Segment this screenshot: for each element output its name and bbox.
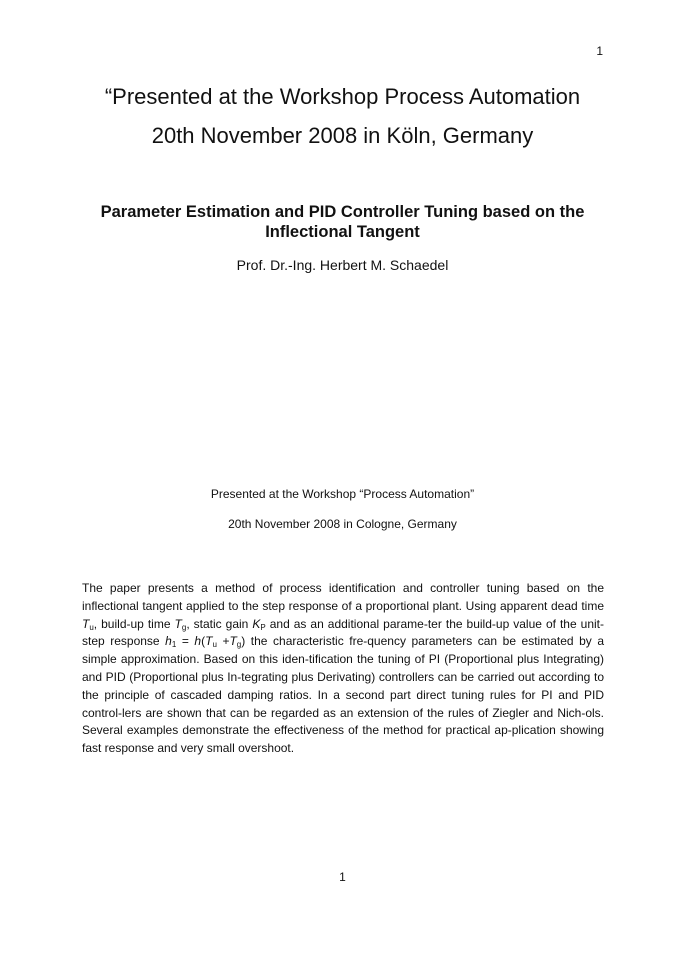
workshop-title-line-1: “Presented at the Workshop Process Automation [104, 84, 581, 109]
abstract-text: The paper presents a method of process identification and controller tuning based on the inflectional tangent applied to the step response of a proportional plant. Using apparent dead time [82, 581, 604, 613]
abstract-text: ) the characteristic fre-quency parameters can be estimated by a simple approximation. Based on this iden-tification the tuning of PI (Proportional plus Integrating) and PID (Proportional plus In-tegrating plus Derivating) controllers can be carried out according to the principle of cascaded damping ratios. In a second part direct tuning rules for PI and PID control-lers are shown that can be regarded as an extension of the rules of Ziegler and Nich-ols. Several examples demonstrate the effectiveness of the method for practical ap-plication showing fast response and very small overshoot. [82, 634, 605, 756]
workshop-title-line-2: 20th November 2008 in Köln, Germany [151, 123, 534, 148]
symbol-tu-sub: u [89, 622, 94, 632]
abstract-paragraph [82, 580, 604, 758]
symbol-tu: T [205, 634, 213, 649]
symbol-h1: h [165, 634, 172, 649]
symbol-h1-sub: 1 [171, 640, 177, 650]
symbol-kp: K [252, 616, 261, 631]
abstract-text: and as an additional parame-ter the build-up value of the unit-step response [82, 616, 604, 649]
paper-title: Parameter Estimation and PID Controller Tuning based on the Inflectional Tangent [100, 203, 585, 241]
footer-page-number: 1 [339, 870, 346, 884]
symbol-kp-sub: P [260, 622, 266, 632]
symbol-tu: T [82, 616, 90, 631]
presented-line-1: Presented at the Workshop “Process Automation” [210, 487, 475, 501]
abstract-text: = [176, 634, 195, 649]
symbol-tg: T [229, 634, 237, 649]
symbol-tg-sub: g [181, 622, 187, 632]
abstract-text: ( [201, 634, 206, 649]
header-page-number: 1 [596, 44, 603, 58]
symbol-tu-sub: u [212, 640, 217, 650]
abstract-text: , static gain [186, 616, 253, 631]
symbol-tg: T [174, 616, 182, 631]
abstract-text: , build-up time [93, 616, 175, 631]
symbol-h: h [194, 634, 202, 649]
abstract-text: + [216, 634, 230, 649]
presented-line-2: 20th November 2008 in Cologne, Germany [228, 517, 457, 531]
paper-author: Prof. Dr.-Ing. Herbert M. Schaedel [236, 257, 449, 273]
symbol-tg-sub: g [236, 640, 242, 650]
